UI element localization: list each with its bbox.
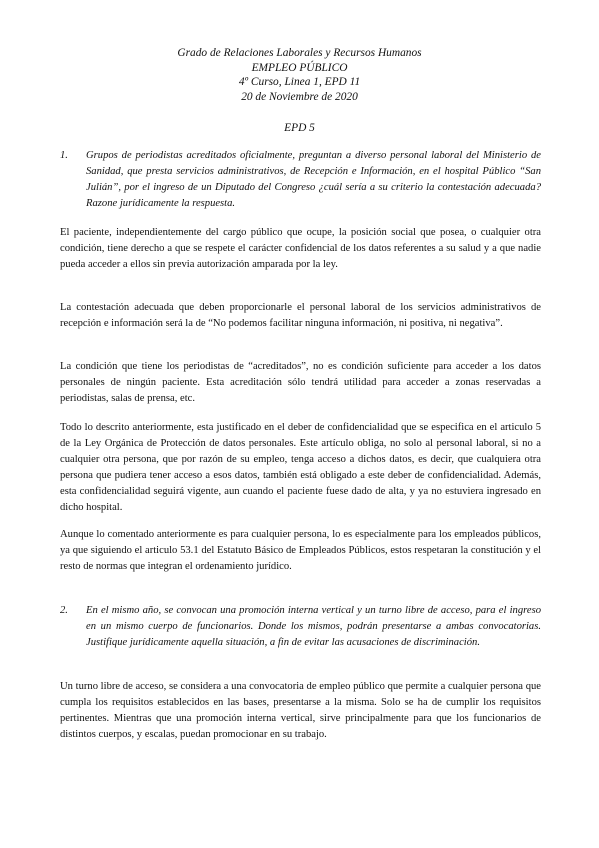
- header-date: 20 de Noviembre de 2020: [241, 90, 358, 103]
- paragraph: La contestación adecuada que deben proporcionarle el personal laboral de los servicios administrativos de recepción e información será la de “No podemos facilitar ninguna información, ni positiva, ni negativa”.: [60, 302, 541, 329]
- header-subject: EMPLEO PÚBLICO: [251, 61, 348, 74]
- paragraph: Aunque lo comentado anteriormente es para cualquier persona, lo es especialmente para los empleados públicos, ya que siguiendo el articulo 53.1 del Estatuto Básico de Empleados Públicos, estos respetaran la constitución y el resto de normas que integran el ordenamiento jurídico.: [60, 529, 541, 572]
- question-number: 1.: [60, 150, 68, 161]
- header-degree: Grado de Relaciones Laborales y Recursos Humanos: [177, 47, 422, 59]
- question-number: 2.: [60, 605, 68, 616]
- question-2: [60, 603, 541, 651]
- paragraph: Todo lo descrito anteriormente, esta justificado en el deber de confidencialidad que se especifica en el articulo 5 de la Ley Orgánica de Protección de datos personales. Este artículo obliga, no solo al personal laboral, si no a cualquier otra persona, que por razón de su empleo, tenga acceso a dichos datos, es decir, que cualquiera otra persona que pudiera tener acceso a esos datos, también está obligado a este deber de confidencialidad. Además, esta confidencialidad seguirá vigente, aun cuando el paciente fuese dado de alta, y ya no estuviera ingresado en dicho hospital.: [60, 422, 541, 513]
- paragraph: Un turno libre de acceso, se considera a una convocatoria de empleo público que permite a cualquier persona que cumpla los requisitos establecidos en las bases, presentarse a la misma. Solo se ha de cumplir los requisitos pertinentes. Mientras que una promoción interna vertical, sirve principalmente para que los funcionarios de distintos cuerpos, y escalas, puedan promocionar en su trabajo.: [60, 681, 541, 740]
- question-text: Grupos de periodistas acreditados oficialmente, preguntan a diverso personal laboral del Ministerio de Sanidad, que presta servicios administrativos, de Recepción e Información, en el hospital Público “San Julián”, por el ingreso de un Diputado del Congreso ¿cuál sería a su criterio la contestación adecuada? Razone jurídicamente la respuesta.: [86, 150, 541, 209]
- epd-title: EPD 5: [284, 122, 315, 134]
- header-course: 4º Curso, Linea 1, EPD 11: [238, 76, 361, 88]
- question-1: [60, 148, 541, 212]
- paragraph: El paciente, independientemente del cargo público que ocupe, la posición social que posea, o cualquier otra condición, tiene derecho a que se respete el carácter confidencial de los datos referentes a su salud y a que nadie pueda acceder a ellos sin previa autorización amparada por la ley.: [60, 227, 541, 270]
- paragraph: La condición que tiene los periodistas de “acreditados”, no es condición suficiente para acceder a los datos personales de ningún paciente. Esta acreditación sólo tendrá utilidad para acceder a zonas reservadas a periodistas, salas de prensa, etc.: [60, 361, 541, 404]
- question-text: En el mismo año, se convocan una promoción interna vertical y un turno libre de acceso, para el ingreso en un mismo cuerpo de funcionarios. Donde los mismos, podrán presentarse a ambas convocatorias. Justifique jurídicamente aquella situación, a fin de evitar las acusaciones de discriminación.: [86, 605, 541, 648]
- document-header: [0, 46, 599, 104]
